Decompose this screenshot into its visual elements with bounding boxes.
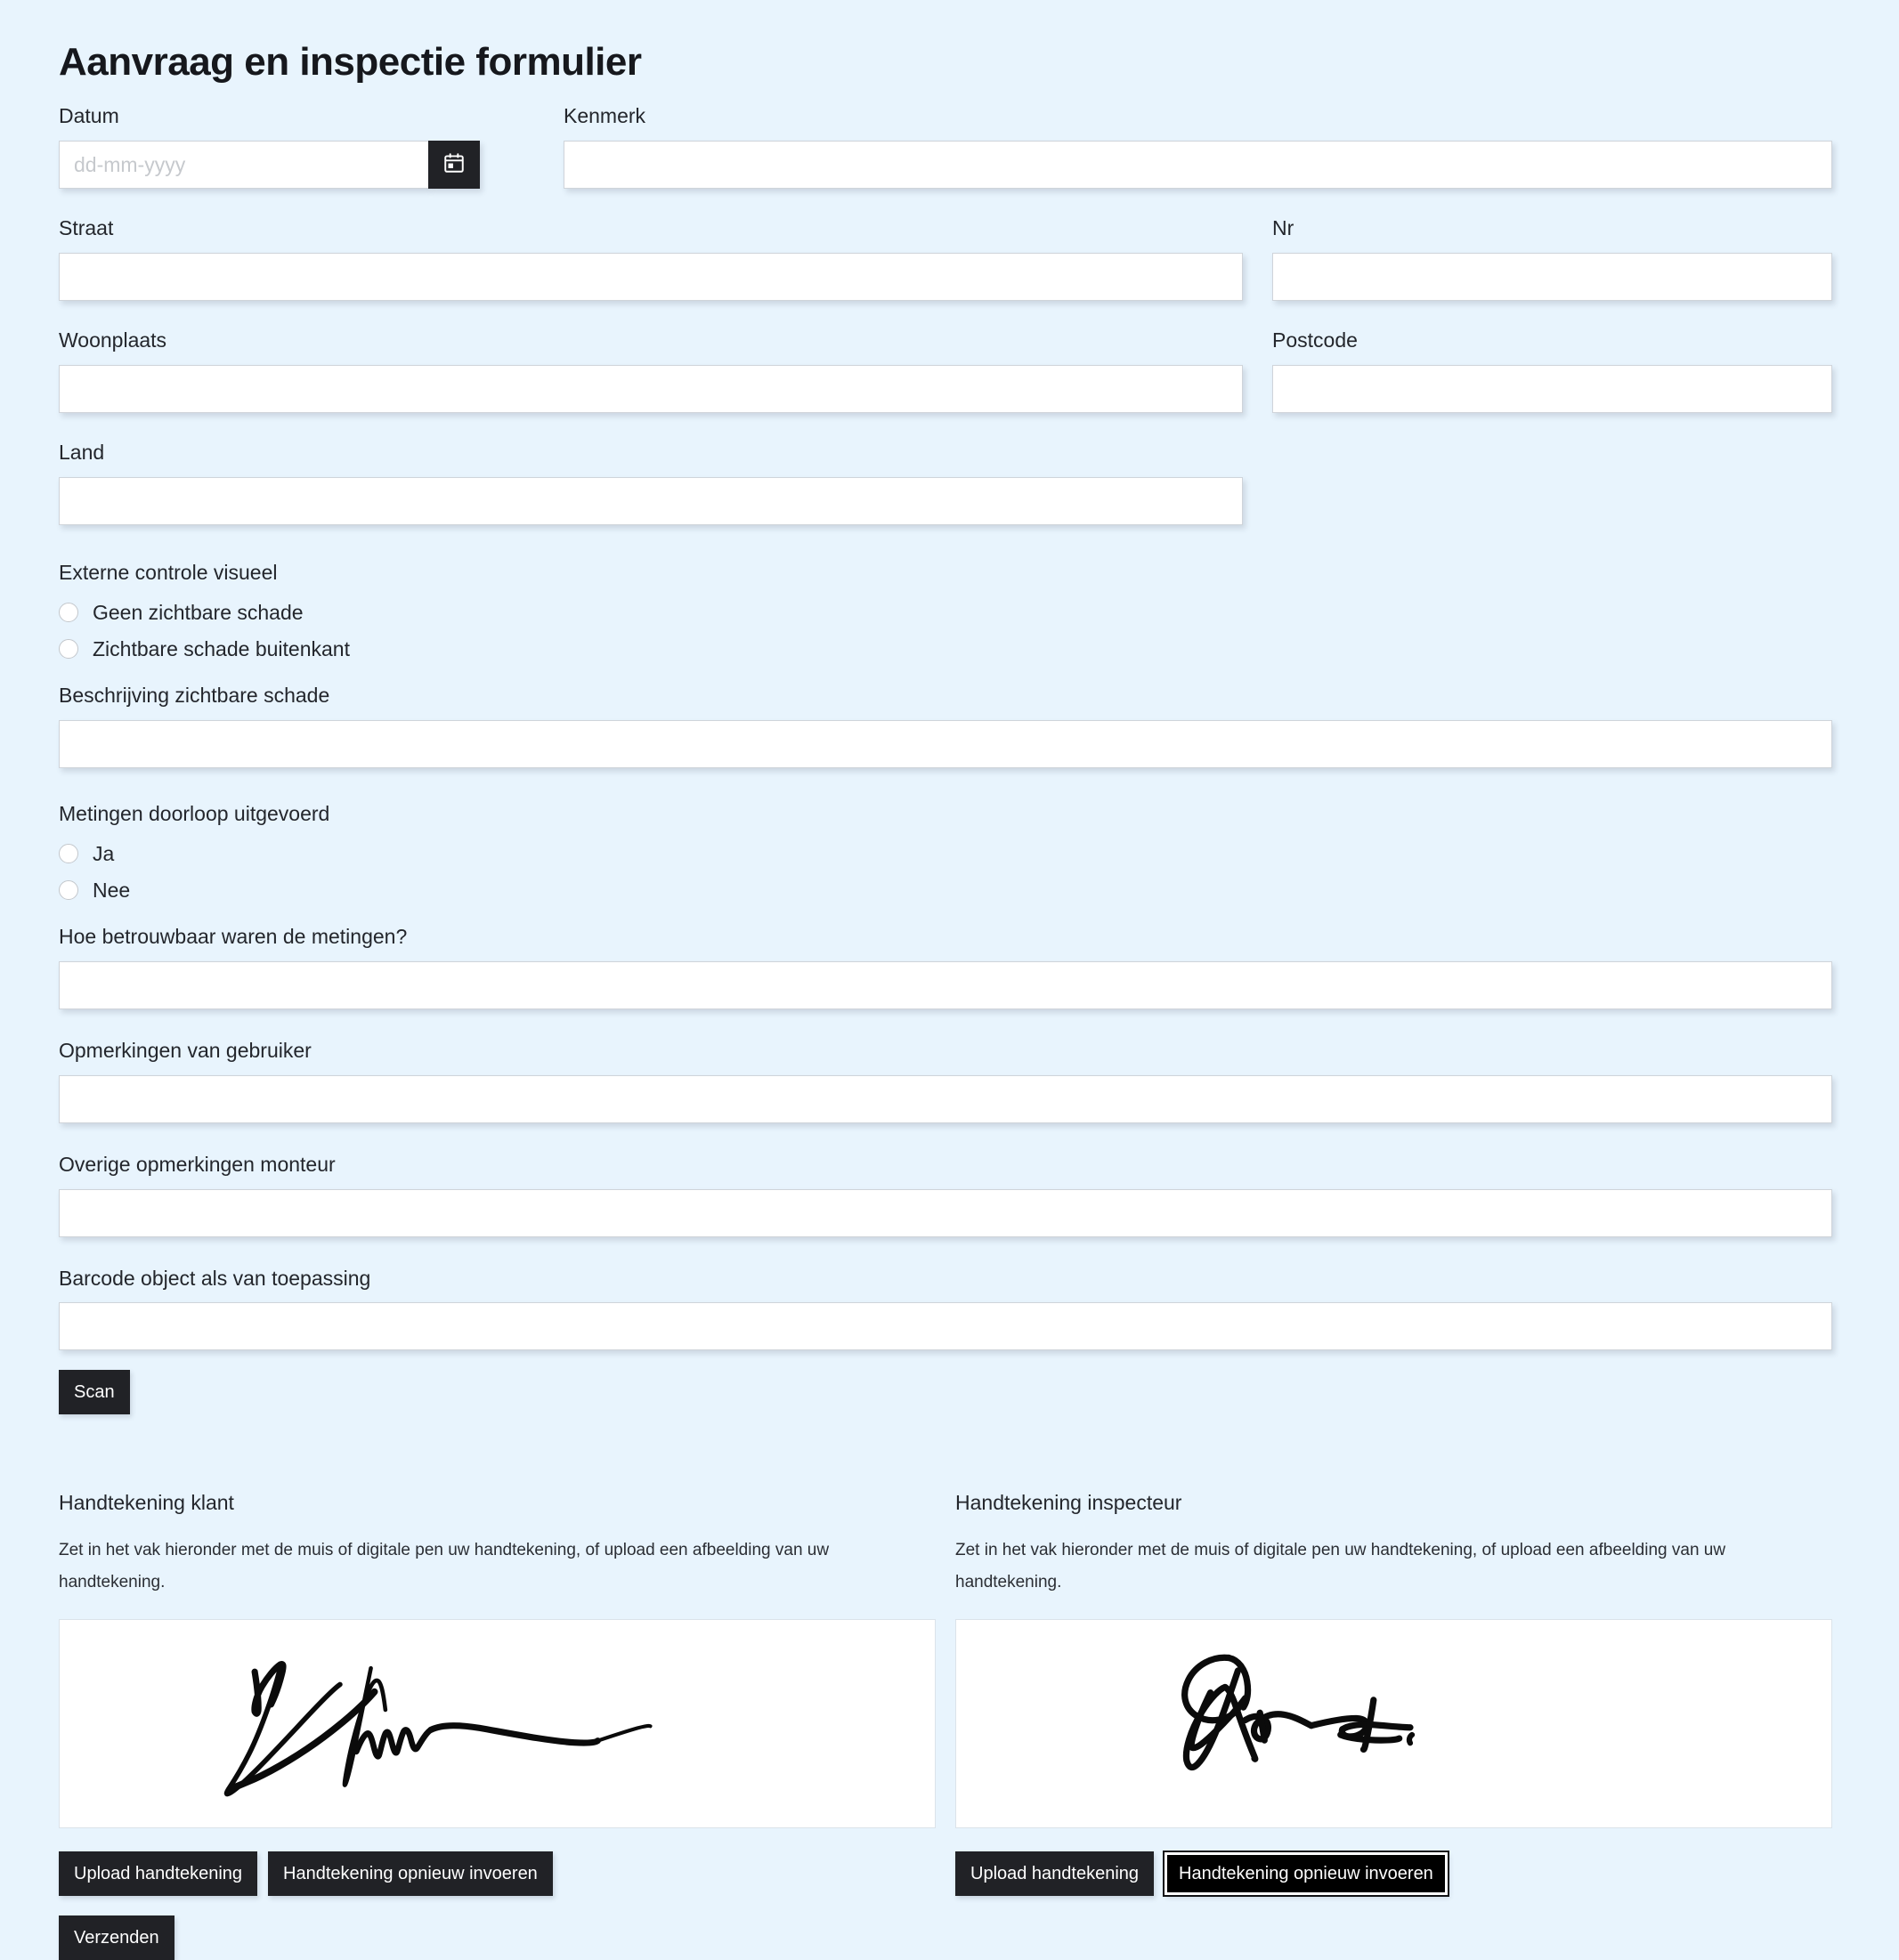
metingen-doorloop-options (59, 842, 1832, 903)
postcode-label: Postcode (1272, 328, 1358, 352)
woonplaats-input[interactable] (59, 365, 1243, 413)
signature-klant-buttons (59, 1851, 936, 1896)
field-group-opmerkingen-monteur (59, 1152, 1832, 1237)
signature-drawing-klant (202, 1651, 674, 1816)
row-datum-kenmerk (59, 103, 1832, 189)
signature-block-inspecteur (955, 1491, 1832, 1895)
field-group-postcode (1272, 328, 1832, 413)
field-group-kenmerk (564, 103, 1832, 189)
woonplaats-label: Woonplaats (59, 328, 167, 352)
field-group-land (59, 440, 1243, 525)
field-group-barcode (59, 1266, 1832, 1351)
radio-indicator[interactable] (59, 639, 78, 659)
radio-nee[interactable] (59, 879, 1832, 903)
upload-signature-klant-button[interactable]: Upload handtekening (59, 1851, 257, 1896)
reset-signature-klant-button[interactable]: Handtekening opnieuw invoeren (268, 1851, 553, 1896)
land-input[interactable] (59, 477, 1243, 525)
opmerkingen-gebruiker-input[interactable] (59, 1075, 1832, 1123)
signature-pad-klant[interactable] (59, 1619, 936, 1828)
beschrijving-schade-input[interactable] (59, 720, 1832, 768)
straat-label: Straat (59, 216, 114, 240)
kenmerk-input[interactable] (564, 141, 1832, 189)
radio-indicator[interactable] (59, 603, 78, 622)
reset-signature-inspecteur-button[interactable]: Handtekening opnieuw invoeren (1165, 1852, 1448, 1895)
radio-indicator[interactable] (59, 880, 78, 900)
row-straat-nr (59, 215, 1832, 301)
externe-controle-label: Externe controle visueel (59, 560, 278, 584)
field-group-opmerkingen-gebruiker (59, 1038, 1832, 1123)
opmerkingen-monteur-input[interactable] (59, 1189, 1832, 1237)
radio-zichtbare-schade-buitenkant[interactable] (59, 637, 1832, 661)
submit-wrap (59, 1915, 1832, 1960)
row-woonplaats-postcode (59, 328, 1832, 413)
field-group-betrouwbaar (59, 924, 1832, 1009)
radio-group-metingen-doorloop (59, 802, 1832, 903)
postcode-input[interactable] (1272, 365, 1832, 413)
signature-block-klant (59, 1491, 936, 1895)
datum-label: Datum (59, 104, 119, 128)
field-group-woonplaats (59, 328, 1243, 413)
form-container (59, 0, 1832, 1960)
radio-indicator[interactable] (59, 844, 78, 863)
verzenden-button[interactable]: Verzenden (59, 1915, 174, 1960)
radio-group-externe-controle (59, 561, 1832, 661)
radio-geen-zichtbare-schade[interactable] (59, 601, 1832, 625)
scan-button-wrap (59, 1370, 1832, 1414)
beschrijving-schade-label: Beschrijving zichtbare schade (59, 683, 330, 707)
signature-klant-title: Handtekening klant (59, 1491, 234, 1515)
metingen-doorloop-label: Metingen doorloop uitgevoerd (59, 801, 330, 825)
datum-input-group (59, 141, 480, 189)
straat-input[interactable] (59, 253, 1243, 301)
barcode-label: Barcode object als van toepassing (59, 1266, 371, 1290)
signature-inspecteur-help: Zet in het vak hieronder met de muis of digitale pen uw handtekening, of upload een afbeelding van uw handtekening. (955, 1541, 1726, 1591)
signature-klant-help: Zet in het vak hieronder met de muis of digitale pen uw handtekening, of upload een afbeelding van uw handtekening. (59, 1541, 830, 1591)
radio-ja[interactable] (59, 842, 1832, 866)
externe-controle-options (59, 601, 1832, 661)
betrouwbaar-label: Hoe betrouwbaar waren de metingen? (59, 924, 408, 948)
calendar-icon (442, 151, 466, 179)
radio-label: Zichtbare schade buitenkant (93, 636, 350, 660)
opmerkingen-gebruiker-label: Opmerkingen van gebruiker (59, 1038, 312, 1062)
field-group-nr (1272, 215, 1832, 301)
barcode-input[interactable] (59, 1302, 1832, 1350)
calendar-button[interactable] (428, 141, 480, 189)
radio-label: Nee (93, 878, 131, 902)
land-label: Land (59, 441, 105, 465)
signature-pad-inspecteur[interactable] (955, 1619, 1832, 1828)
field-group-datum (59, 103, 508, 189)
opmerkingen-monteur-label: Overige opmerkingen monteur (59, 1152, 336, 1176)
betrouwbaar-input[interactable] (59, 961, 1832, 1009)
kenmerk-label: Kenmerk (564, 104, 646, 128)
nr-input[interactable] (1272, 253, 1832, 301)
datum-input[interactable] (59, 141, 428, 189)
signature-section (59, 1491, 1832, 1895)
signature-drawing-inspecteur (1161, 1647, 1473, 1794)
signature-inspecteur-title: Handtekening inspecteur (955, 1491, 1182, 1515)
field-group-beschrijving-schade (59, 683, 1832, 768)
scan-button[interactable]: Scan (59, 1370, 130, 1414)
upload-signature-inspecteur-button[interactable]: Upload handtekening (955, 1851, 1154, 1896)
radio-label: Ja (93, 841, 115, 865)
signature-inspecteur-buttons (955, 1851, 1832, 1896)
nr-label: Nr (1272, 216, 1294, 240)
radio-label: Geen zichtbare schade (93, 600, 304, 624)
field-group-straat (59, 215, 1243, 301)
page-title: Aanvraag en inspectie formulier (59, 40, 642, 84)
